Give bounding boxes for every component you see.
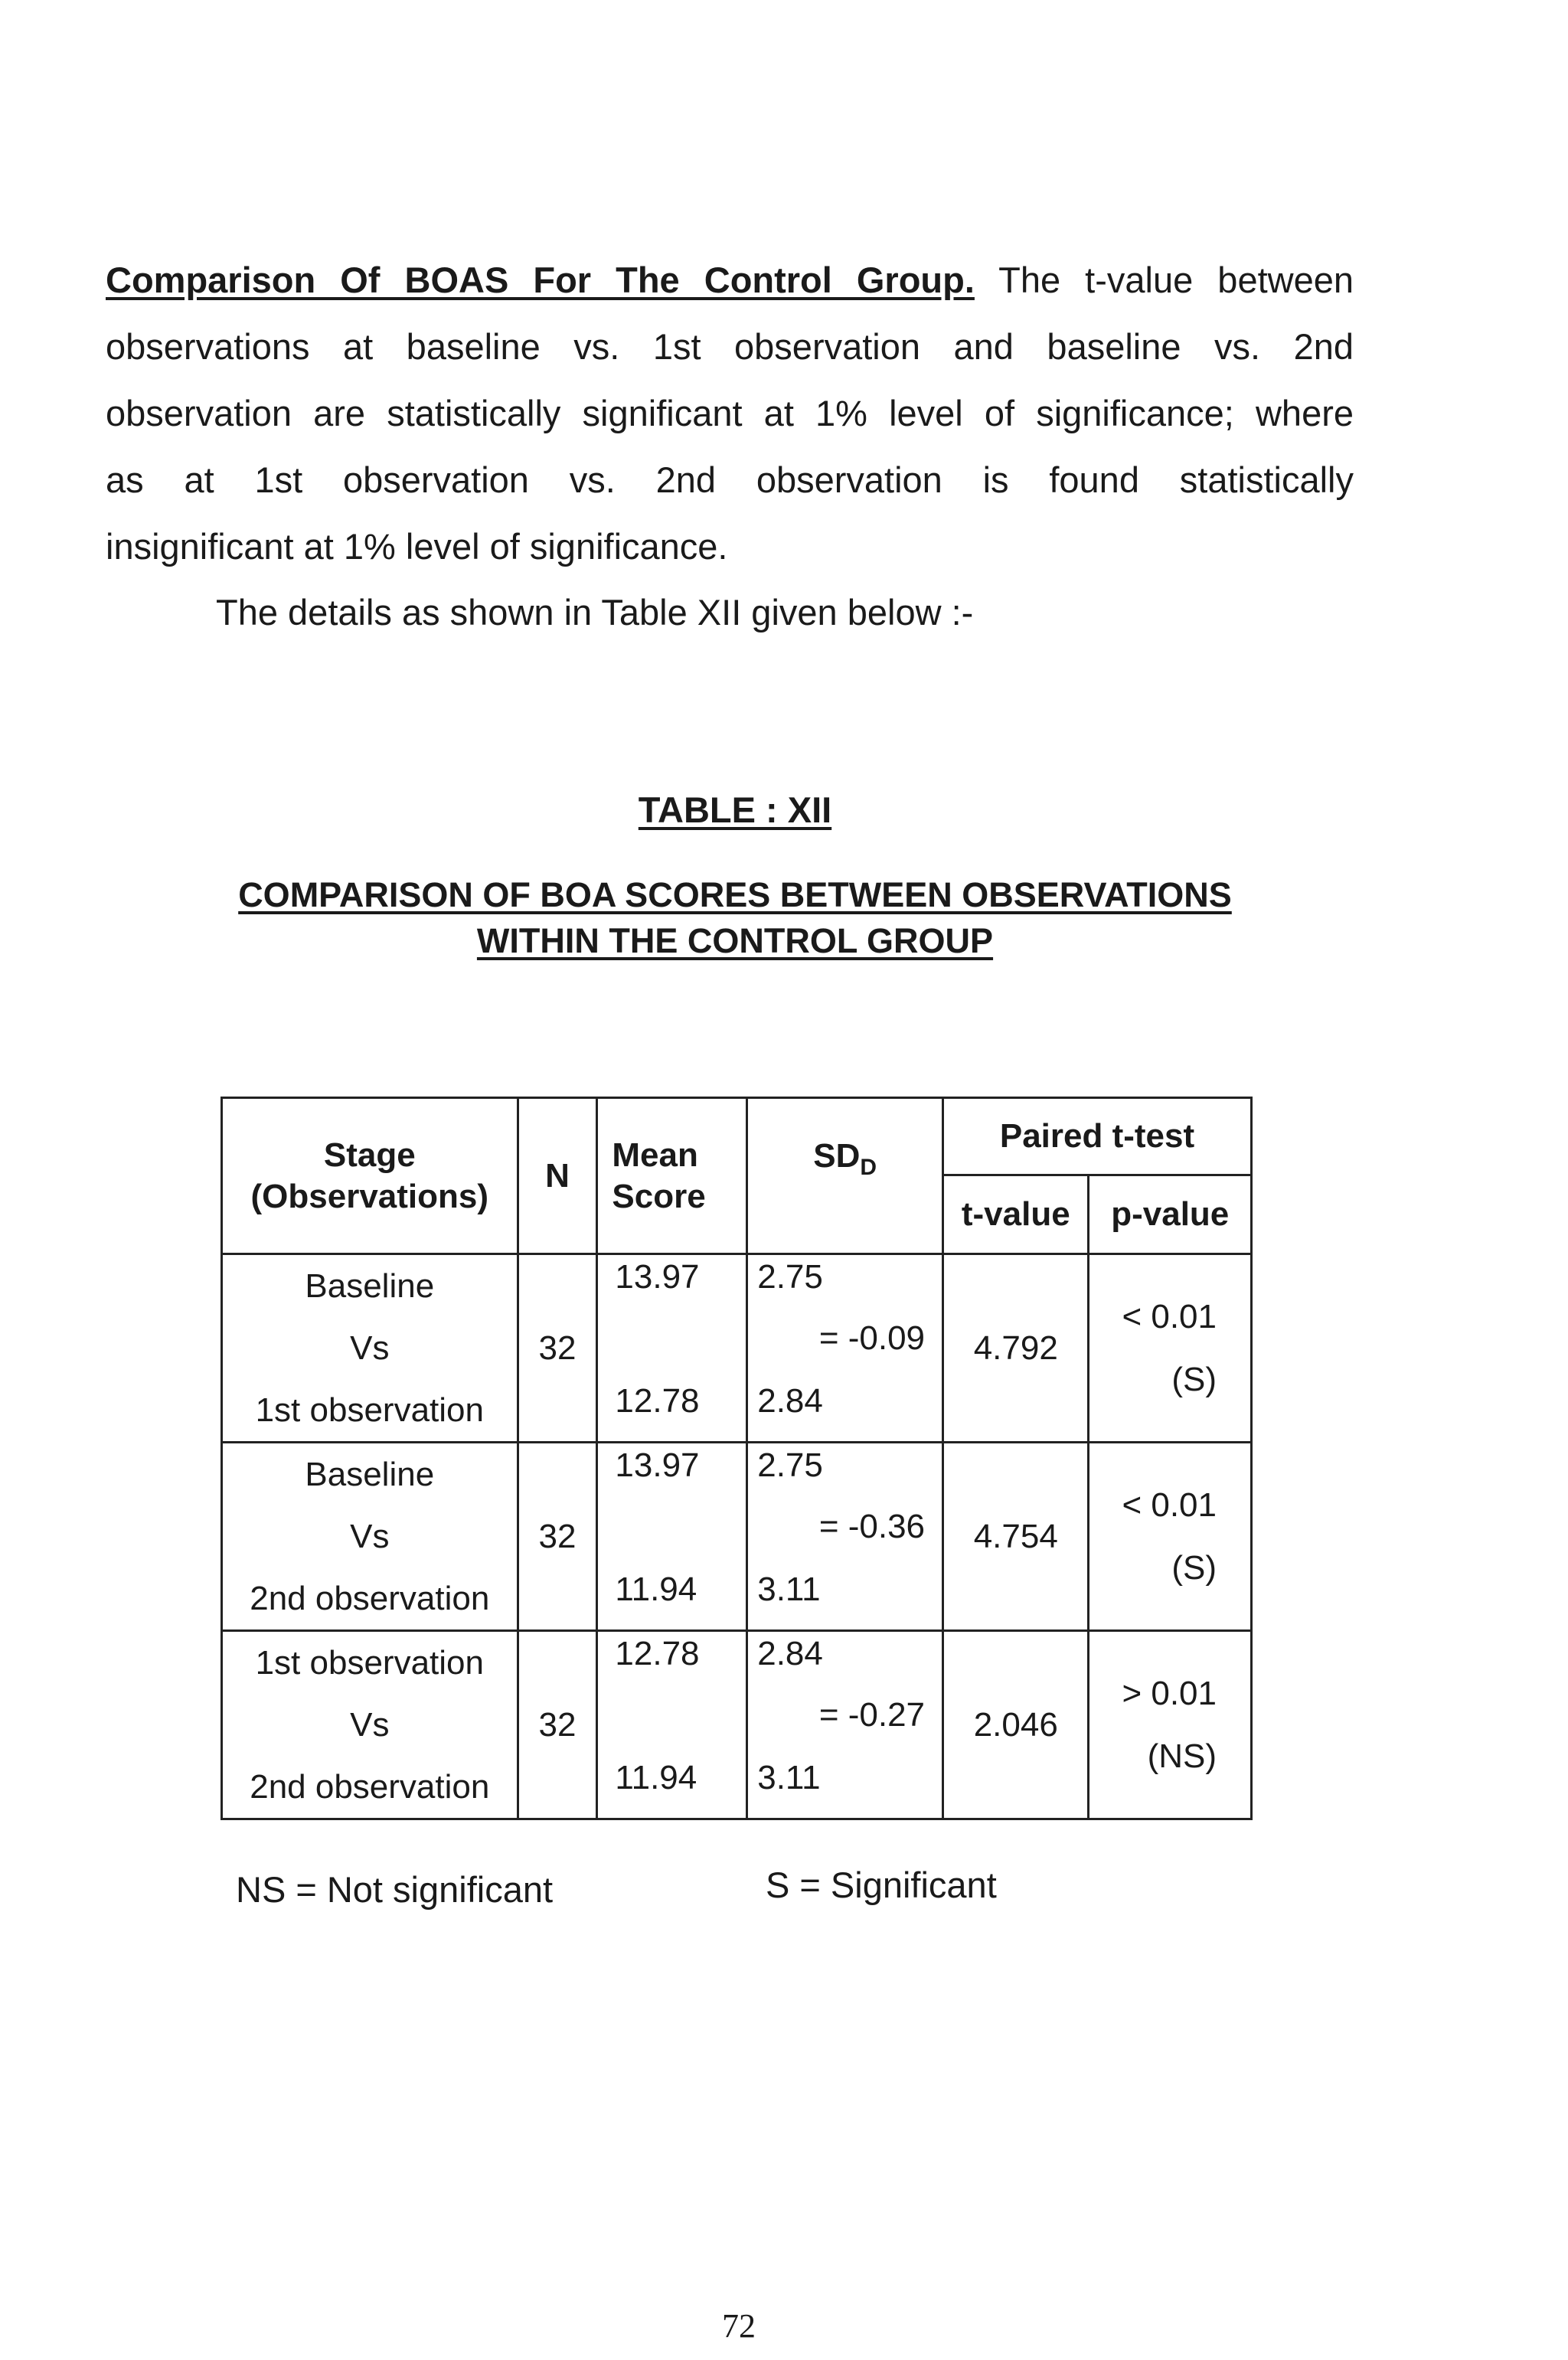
sd-cell: 2.84 = -0.27 3.11 [747,1631,943,1819]
t-value-cell: 4.754 [943,1443,1089,1631]
table-caption-line-1: COMPARISON OF BOA SCORES BETWEEN OBSERVATIONS [238,875,1232,914]
header-sd: $SD_D$ [747,1098,943,1254]
intro-line-5: insignificant at 1% level of significance. [106,526,728,567]
header-n: N [518,1098,597,1254]
t-value-cell: 2.046 [943,1631,1089,1819]
stage-cell: Baseline Vs 2nd observation [222,1443,518,1631]
p-value-cell: > 0.01 (NS) [1089,1631,1252,1819]
table-row [222,1254,1252,1443]
stage-cell: Baseline Vs 1st observation [222,1254,518,1443]
page-number: 72 [722,2307,756,2345]
intro-line-2: observations at baseline vs. 1st observation and baseline vs. 2nd [106,326,1354,367]
followup-sentence: The details as shown in Table XII given below :- [216,592,974,632]
comparison-table [220,1097,1253,1820]
n-cell: 32 [518,1631,597,1819]
header-paired-t-test: Paired t-test [943,1098,1252,1175]
legend-significant: S = Significant [766,1865,997,1905]
header-mean-score: Mean Score [597,1098,747,1254]
stage-cell: 1st observation Vs 2nd observation [222,1631,518,1819]
mean-cell: 13.97 11.94 [597,1443,747,1631]
t-value-cell: 4.792 [943,1254,1089,1443]
section-heading: Comparison Of BOAS For The Control Group. [106,260,975,300]
p-value-cell: < 0.01 (S) [1089,1443,1252,1631]
header-t-value: t-value [943,1175,1089,1254]
table-row [222,1443,1252,1631]
n-cell: 32 [518,1443,597,1631]
table-header-row [222,1098,1252,1175]
p-value-cell: < 0.01 (S) [1089,1254,1252,1443]
sd-cell: 2.75 = -0.36 3.11 [747,1443,943,1631]
intro-paragraph [106,247,1354,580]
intro-line-1: Comparison Of BOAS For The Control Group. The t-value between [106,260,1354,300]
mean-cell: 12.78 11.94 [597,1631,747,1819]
n-cell: 32 [518,1254,597,1443]
table-title: TABLE : XII [638,789,832,830]
intro-line-3: observation are statistically significant at 1% level of significance; where [106,393,1354,433]
legend-not-significant: NS = Not significant [236,1869,554,1910]
header-p-value: p-value [1089,1175,1252,1254]
table-caption-line-2: WITHIN THE CONTROL GROUP [476,921,994,960]
sd-cell: 2.75 = -0.09 2.84 [747,1254,943,1443]
table-row [222,1631,1252,1819]
mean-cell: 13.97 12.78 [597,1254,747,1443]
header-stage: Stage (Observations) [222,1098,518,1254]
intro-line-4: as at 1st observation vs. 2nd observation is found statistically [106,459,1354,500]
